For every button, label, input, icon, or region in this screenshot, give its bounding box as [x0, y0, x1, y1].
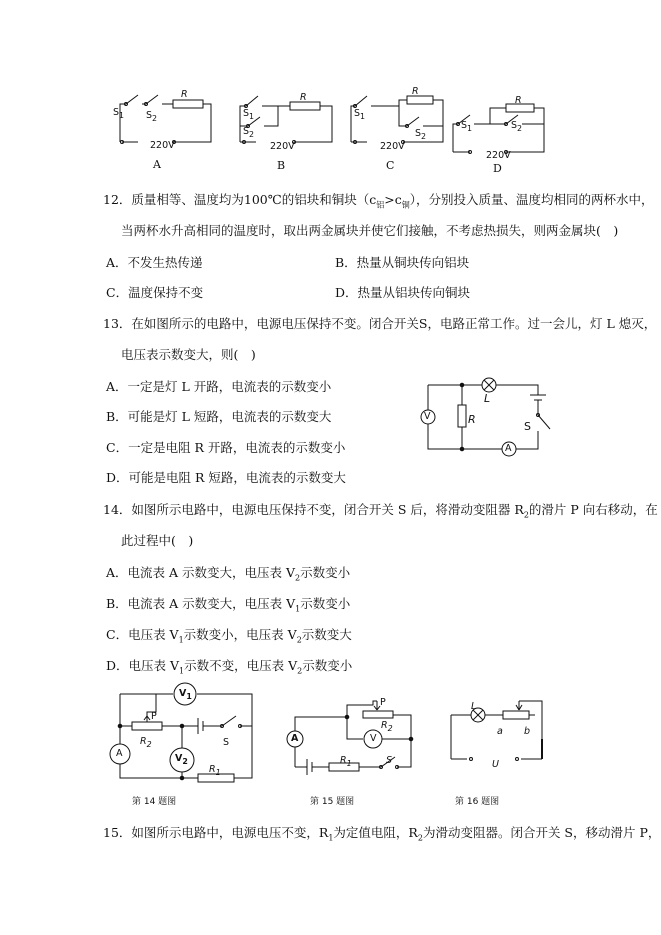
fig-c-s2-sub: 2: [421, 131, 427, 141]
q15-line1: [103, 825, 660, 847]
fig15-p-label: P: [380, 697, 386, 708]
fig-b-s1-sub: 1: [249, 111, 255, 121]
q12-option-a: A．不发生热传递: [106, 255, 203, 270]
q14-option-a-pre: A．电流表 A 示数变大，电压表 V: [106, 565, 296, 580]
q12-option-b: B．热量从铜块传向铝块: [335, 255, 470, 270]
fig-d-s1-letter: S: [461, 120, 468, 131]
q12-option-d: D．热量从铝块传向铜块: [335, 285, 471, 300]
fig14-v1-letter: V: [179, 688, 187, 699]
q13-option-c: C．一定是电阻 R 开路，电流表的示数变小: [106, 440, 346, 455]
q14-line1-pre: 14．如图所示电路中，电源电压保持不变，闭合开关 S 后，将滑动变阻器 R: [103, 502, 524, 517]
fig-d-s1: [461, 120, 472, 133]
q13-fig-switch-label: S: [524, 420, 531, 433]
fig-b-s1-letter: S: [243, 108, 250, 119]
q12-line2: 当两杯水升高相同的温度时，取出两金属块并使它们接触，不考虑热损失，则两金属块( ): [121, 223, 619, 238]
fig-b-resistor-label: R: [300, 92, 307, 103]
q12-option-c: C．温度保持不变: [106, 285, 204, 300]
q15-post: 为滑动变阻器。闭合开关 S，移动滑片 P，: [422, 825, 661, 840]
fig14-r1-letter: R: [209, 764, 216, 775]
q14-line1: [103, 502, 658, 524]
q12-gt: >c: [384, 192, 402, 207]
fig14-v2-label: [175, 753, 188, 766]
q14-line1-sub: 2: [523, 510, 529, 520]
fig14-r2-letter: R: [140, 736, 147, 747]
q14-line1-post: 的滑片 P 向右移动，在: [528, 502, 658, 517]
q14-option-a: [106, 565, 350, 587]
circuit-diagram-c: [343, 90, 453, 170]
fig15-r1-sub: 1: [346, 758, 352, 768]
q12-line1: [103, 192, 654, 214]
q14-option-d-sub1: 1: [179, 666, 185, 676]
fig15-r2-letter: R: [381, 720, 388, 731]
q12-sub-al: 铝: [376, 200, 385, 210]
fig-d-s2-letter: S: [511, 120, 518, 131]
fig15-r1-label: [340, 755, 352, 768]
fig14-r1-label: [209, 764, 221, 777]
fig-b-s2: [243, 126, 254, 139]
fig-d-label: D: [493, 162, 502, 175]
q14-option-b: [106, 596, 350, 618]
fig-c-s1-sub: 1: [360, 111, 366, 121]
fig-c-s1: [354, 108, 365, 121]
fig16-a-label: a: [497, 726, 503, 737]
fig15-r1-letter: R: [340, 755, 347, 766]
fig15-ammeter-label: A: [291, 733, 299, 744]
q13-fig-lamp-label: L: [484, 392, 491, 405]
q14-option-b-sub: 1: [295, 604, 301, 614]
q14-option-c-post: 示数变大: [301, 627, 352, 642]
fig14-v2-sub: 2: [182, 756, 188, 766]
q14-option-c: [106, 627, 352, 649]
fig14-switch-label: S: [223, 737, 230, 748]
fig-b-s1: [243, 108, 254, 121]
q14-option-a-sub: 2: [295, 573, 301, 583]
fig-a-label: A: [153, 158, 161, 171]
q15-pre: 15．如图所示电路中，电源电压不变，R: [103, 825, 329, 840]
fig-b-s2-sub: 2: [249, 129, 255, 139]
q12-line1-pre: 12．质量相等、温度均为100℃的铝块和铜块（c: [103, 192, 377, 207]
fig14-v2-letter: V: [175, 753, 183, 764]
q13-fig-voltmeter-label: V: [424, 411, 431, 422]
fig14-v1-sub: 1: [186, 691, 192, 701]
fig15-voltmeter-label: V: [370, 733, 377, 744]
q13-fig-resistor-label: R: [468, 413, 476, 426]
q12-sub-cu: 铜: [401, 200, 410, 210]
q13-line2: 电压表示数变大，则( ): [121, 347, 256, 362]
fig-a-s2: [146, 110, 157, 123]
fig-d-resistor-label: R: [515, 95, 522, 106]
q13-option-b: B．可能是灯 L 短路，电流表的示数变大: [106, 409, 332, 424]
fig14-caption: 第 14 题图: [132, 797, 177, 807]
q14-option-c-sub2: 2: [296, 635, 302, 645]
fig15-switch-label: S: [386, 755, 393, 766]
q13-line1: 13．在如图所示的电路中，电源电压保持不变。闭合开关S，电路正常工作。过一会儿，灯 L 熄灭，: [103, 316, 657, 331]
q14-line2: 此过程中( ): [121, 533, 194, 548]
fig-b-voltage: 220V: [270, 141, 295, 152]
fig-b-label: B: [277, 159, 286, 172]
fig14-r2-label: [140, 736, 152, 749]
q12-line1-post: ），分别投入质量、温度均相同的两杯水中，: [409, 192, 654, 207]
fig-c-s1-letter: S: [354, 108, 361, 119]
q14-option-b-pre: B．电流表 A 示数变大，电压表 V: [106, 596, 296, 611]
q14-option-c-mid: 示数变小，电压表 V: [183, 627, 297, 642]
fig-c-resistor-label: R: [412, 86, 419, 97]
q13-fig-ammeter-label: A: [505, 443, 512, 454]
fig-a-s1-letter: S: [113, 107, 120, 118]
fig14-r1-sub: 1: [215, 767, 221, 777]
fig-d-s1-sub: 1: [467, 123, 473, 133]
fig-a-s1-sub: 1: [119, 110, 125, 120]
q14-option-a-post: 示数变小: [300, 565, 351, 580]
fig14-r2-sub: 2: [146, 739, 152, 749]
fig14-ammeter-label: A: [116, 748, 123, 759]
q15-sub2: 2: [417, 833, 423, 843]
q14-option-d-sub2: 2: [297, 666, 303, 676]
fig16-u-label: U: [492, 759, 499, 770]
q14-option-d-mid: 示数不变，电压表 V: [184, 658, 298, 673]
fig16-b-label: b: [524, 726, 531, 737]
fig15-circuit-diagram: [285, 695, 425, 780]
fig-d-s2-sub: 2: [517, 123, 523, 133]
fig-a-resistor-label: R: [181, 89, 188, 100]
q15-sub1: 1: [328, 833, 334, 843]
fig15-caption: 第 15 题图: [310, 797, 355, 807]
q13-option-a: A．一定是灯 L 开路，电流表的示数变小: [106, 379, 332, 394]
fig-a-s2-sub: 2: [152, 113, 158, 123]
q14-option-d: [106, 658, 352, 680]
q14-option-c-pre: C．电压表 V: [106, 627, 179, 642]
fig16-caption: 第 16 题图: [455, 797, 500, 807]
q14-option-d-pre: D．电压表 V: [106, 658, 180, 673]
q14-option-b-post: 示数变小: [300, 596, 351, 611]
fig-c-voltage: 220V: [380, 141, 405, 152]
fig-c-label: C: [386, 159, 395, 172]
fig-c-s2-letter: S: [415, 128, 422, 139]
q13-option-d: D．可能是电阻 R 短路，电流表的示数变大: [106, 470, 346, 485]
fig-d-s2: [511, 120, 522, 133]
fig-b-s2-letter: S: [243, 126, 250, 137]
fig14-v1-label: [179, 688, 192, 701]
fig14-p-label: P: [151, 711, 157, 722]
q15-mid: 为定值电阻，R: [333, 825, 418, 840]
fig15-r2-label: [381, 720, 393, 733]
q14-option-d-post: 示数变小: [302, 658, 353, 673]
q13-circuit-diagram: [410, 375, 565, 465]
q14-option-c-sub1: 1: [178, 635, 184, 645]
fig-d-voltage: 220V: [486, 150, 511, 161]
fig-a-voltage: 220V: [150, 140, 175, 151]
fig16-lamp-label: L: [471, 701, 477, 712]
fig-a-s2-letter: S: [146, 110, 153, 121]
fig15-r2-sub: 2: [387, 723, 393, 733]
fig-c-s2: [415, 128, 426, 141]
circuit-diagram-a: [108, 90, 218, 170]
fig-a-s1: [113, 107, 124, 120]
